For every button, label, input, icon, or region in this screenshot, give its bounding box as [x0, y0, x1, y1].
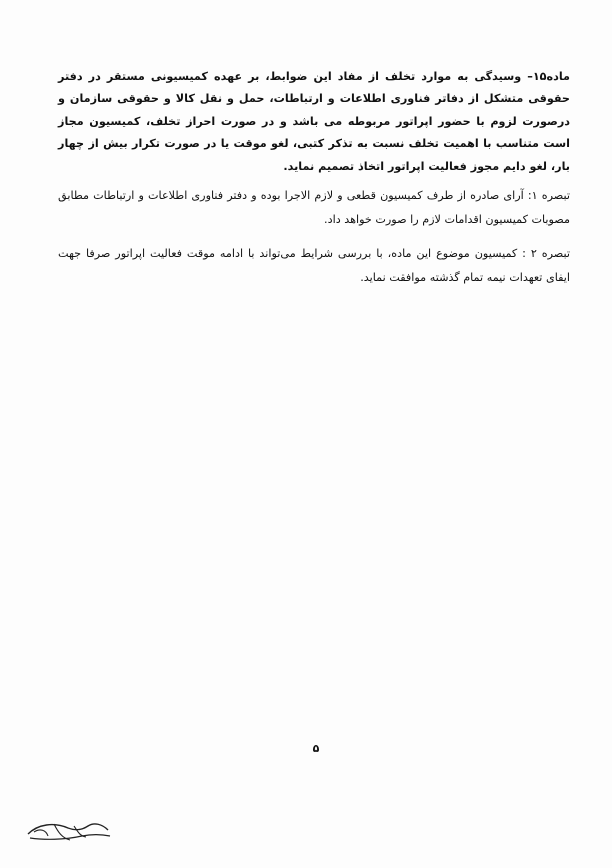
note-1-paragraph: تبصره ۱: آرای صادره از طرف کمیسیون قطعی و لازم الاجرا بوده و دفتر فناوری اطلاعات و ارتباطات مطابق مصوبات کمیسیون اقدامات لازم را صورت خواهد داد. — [58, 189, 570, 227]
article-15-paragraph: ماده۱۵– وسیدگی به موارد تخلف از مفاد این ضوابط، بر عهده کمیسیونی مستقر در دفتر حقوقی متشکل از دفاتر فناوری اطلاعات و ارتباطات، حمل و نقل کالا و حقوقی سازمان و درصورت لزوم با حضور اپراتور مربوطه می باشد و در صورت احراز تخلف، کمیسیون مجاز است متناسب با اهمیت تخلف نسبت به تذکر کتبی، لغو موقت یا در صورت تکرار بیش از چهار بار، لغو دایم مجوز فعالیت اپراتور اتخاذ تصمیم نماید. — [58, 70, 570, 173]
note-2-paragraph: تبصره ۲ : کمیسیون موضوع این ماده، با بررسی شرایط می‌تواند با ادامه موقت فعالیت اپراتور صرفا جهت ایفای تعهدات نیمه تمام گذشته موافقت نماید. — [58, 247, 570, 285]
page-number: ۵ — [312, 742, 320, 755]
signature-mark — [24, 810, 114, 850]
document-body — [58, 66, 570, 300]
